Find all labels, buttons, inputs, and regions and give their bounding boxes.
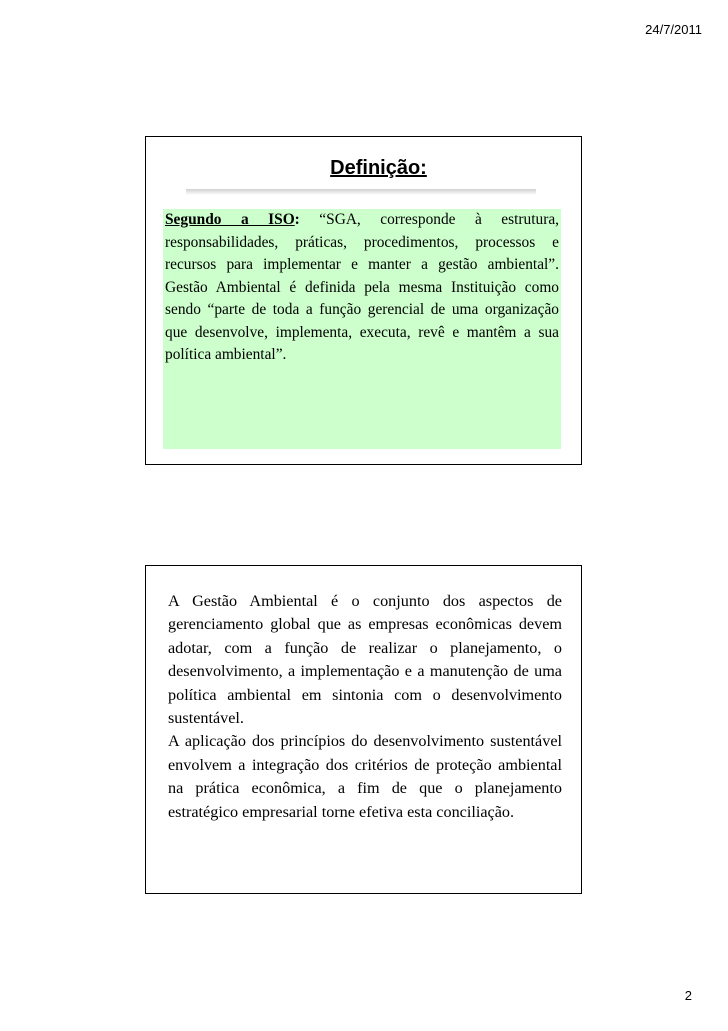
paragraph-1: A Gestão Ambiental é o conjunto dos aspectos de gerenciamento global que as empresas econômicas devem adotar, com a função de realizar o planejamento, o desenvolvimento, a implementação e a manutenção de uma política ambiental em sintonia com o desenvolvimento sustentável.	[168, 592, 562, 728]
title-shadow-divider	[186, 189, 536, 195]
slide-environmental-management	[145, 565, 582, 894]
definition-box	[163, 209, 561, 449]
slide-title: Definição:	[330, 157, 427, 179]
header-date: 24/7/2011	[645, 22, 702, 37]
slide-definition	[145, 136, 582, 465]
slide-body	[168, 590, 562, 824]
iso-label: Segundo a ISO	[165, 211, 295, 228]
paragraph-2: A aplicação dos princípios do desenvolvimento sustentável envolvem a integração dos critérios de proteção ambiental na prática econômica, a fim de que o planejamento estratégico empresarial torne efetiva esta conciliação.	[168, 732, 562, 821]
definition-text: “SGA, corresponde à estrutura, responsabilidades, práticas, procedimentos, processos e recursos para implementar e manter a gestão ambiental”. Gestão Ambiental é definida pela mesma Instituição como sendo “parte de toda a função gerencial de uma organização que desenvolve, implementa, executa, revê e mantêm a sua política ambiental”.	[165, 211, 559, 363]
definition-paragraph	[165, 209, 559, 367]
page-number: 2	[684, 988, 692, 1003]
iso-colon: :	[294, 211, 300, 228]
